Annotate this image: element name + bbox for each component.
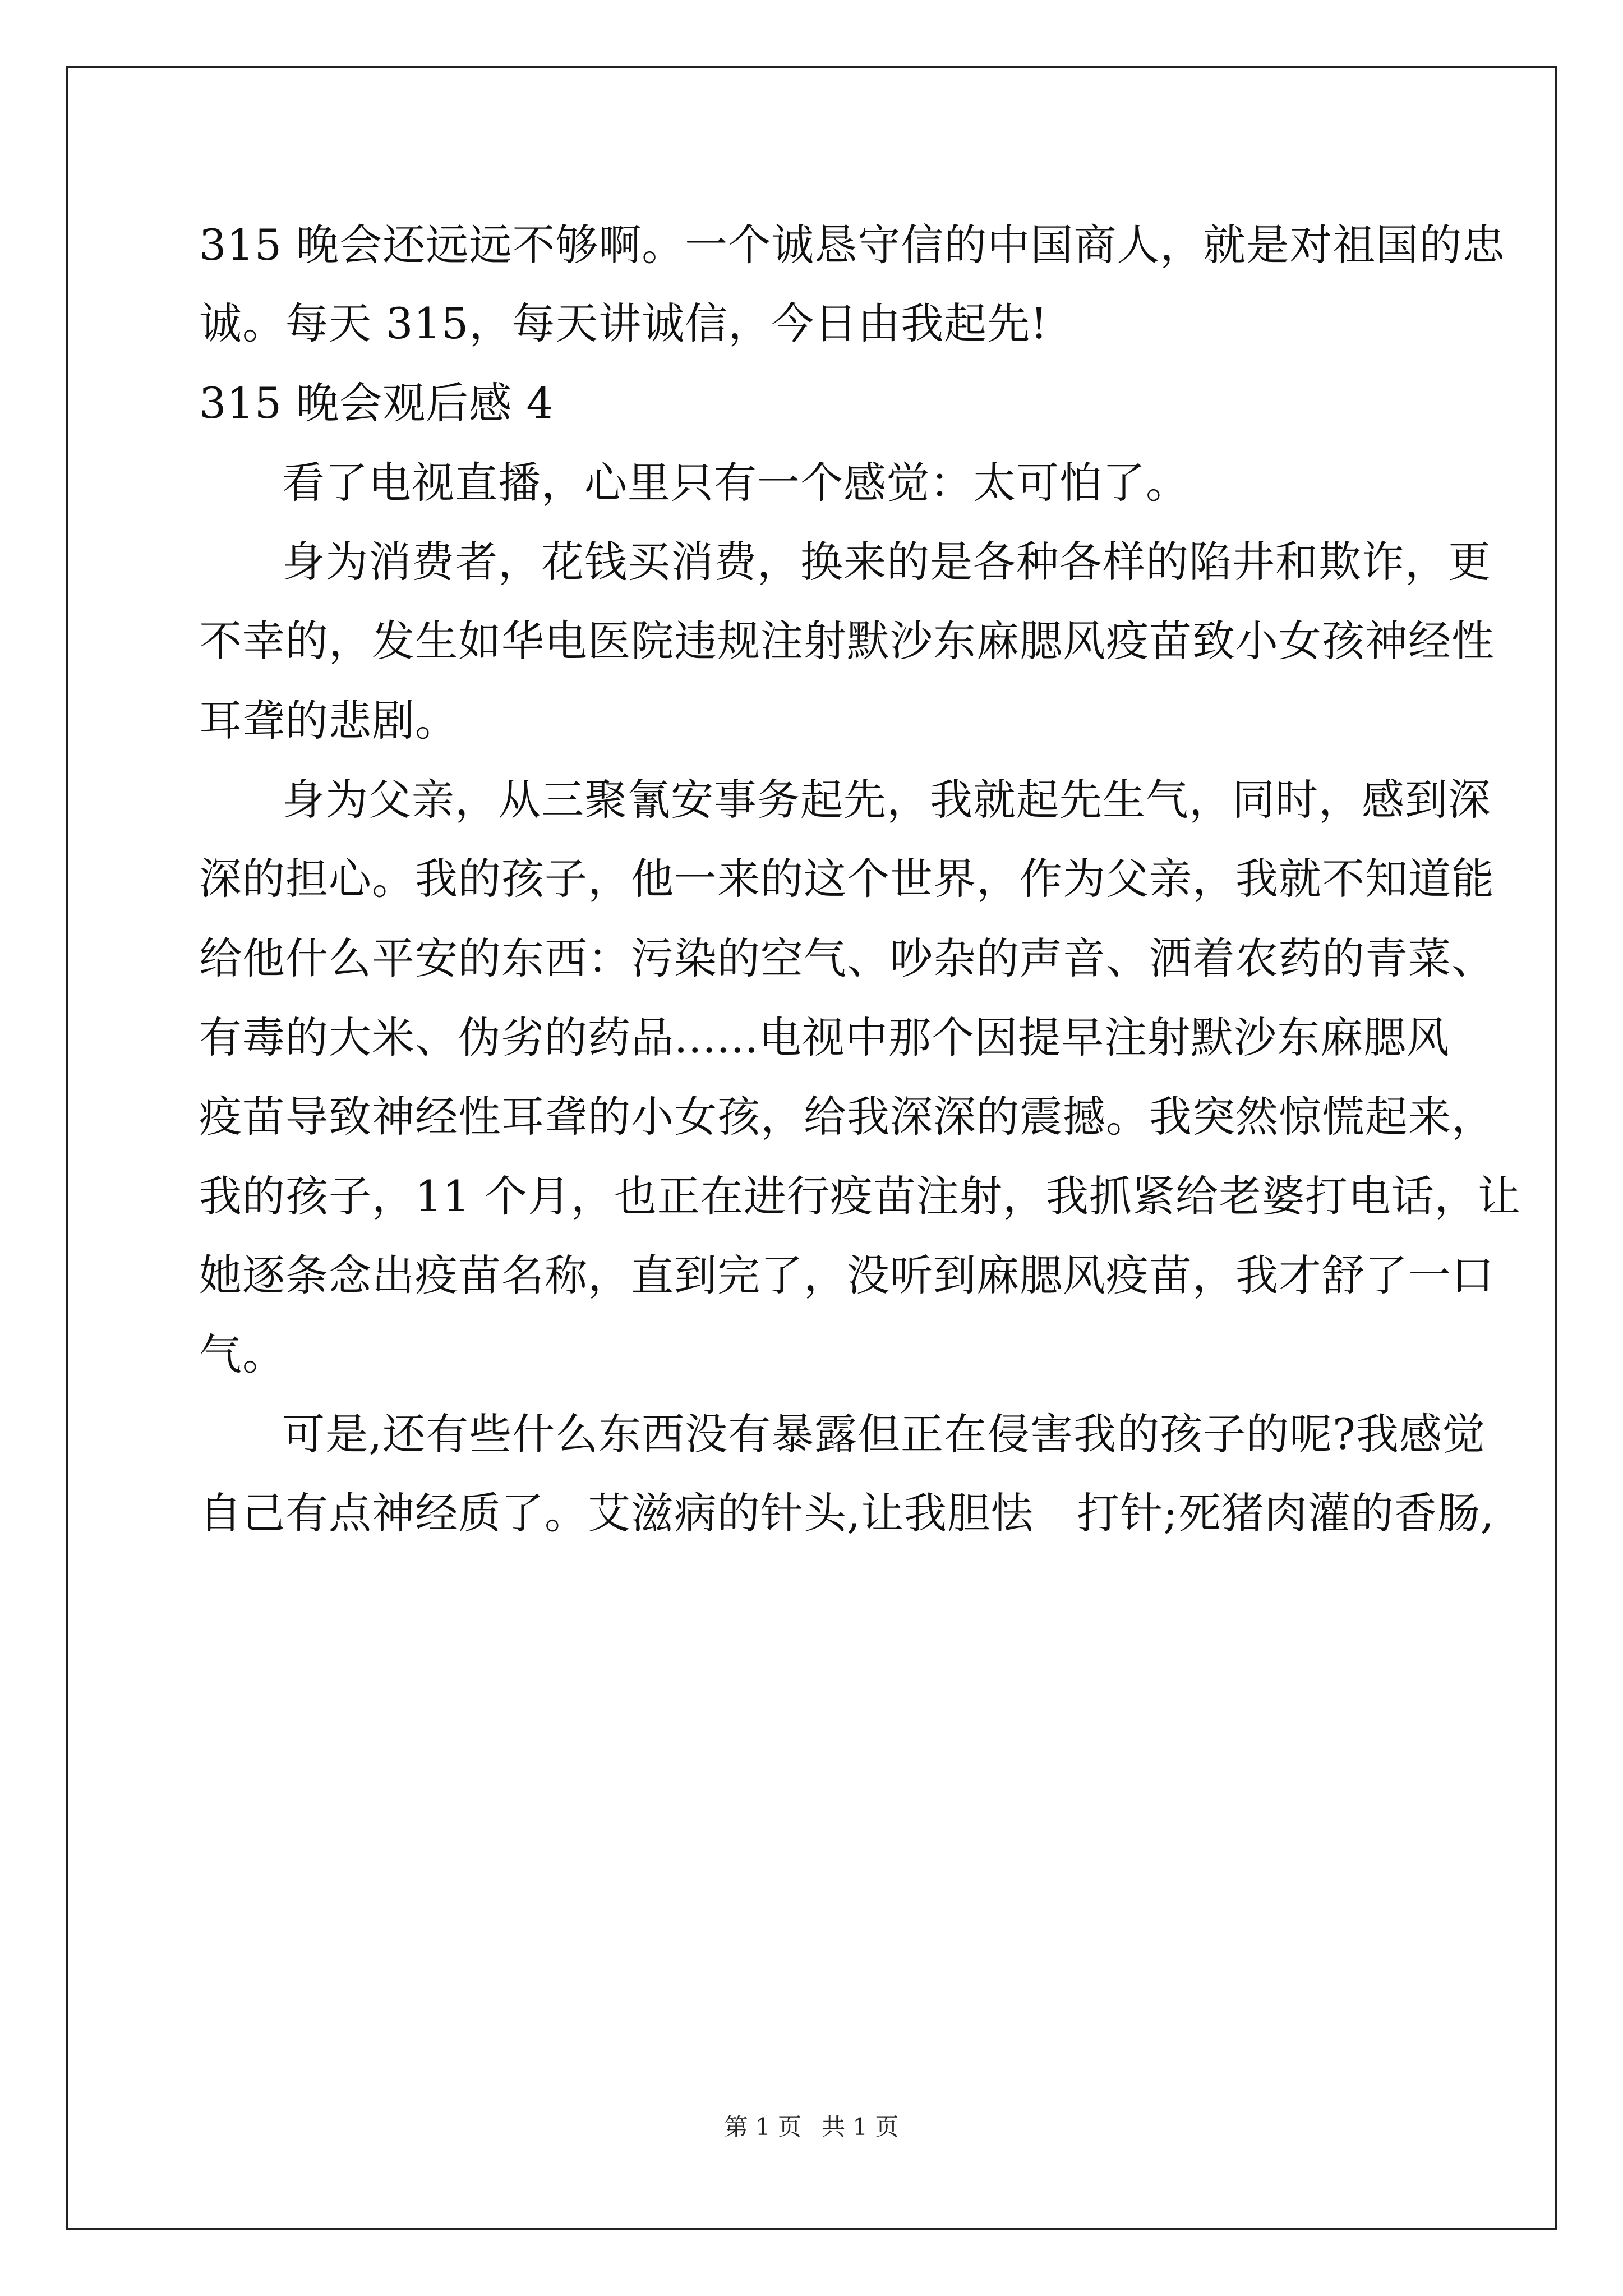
page-number-total: 共 1 页 [822, 2113, 899, 2141]
paragraph-line: 315 晚会还远远不够啊。一个诚恳守信的中国商人，就是对祖国的忠 [199, 220, 1506, 270]
paragraph-line: 诚。每天 315，每天讲诚信，今日由我起先! [199, 298, 1048, 348]
page-number-current: 第 1 页 [724, 2113, 801, 2141]
paragraph-line: 可是,还有些什么东西没有暴露但正在侵害我的孩子的呢?我感觉 [282, 1409, 1486, 1459]
paragraph-line: 给他什么平安的东西：污染的空气、吵杂的声音、洒着农药的青菜、 [199, 933, 1495, 983]
paragraph-line: 身为消费者，花钱买消费，换来的是各种各样的陷井和欺诈，更 [282, 537, 1491, 587]
paragraph-line: 疫苗导致神经性耳聋的小女孩，给我深深的震撼。我突然惊慌起来， [199, 1092, 1495, 1142]
paragraph-line: 自己有点神经质了。艾滋病的针头,让我胆怯 打针;死猪肉灌的香肠, [199, 1488, 1495, 1538]
paragraph-line: 身为父亲，从三聚氰安事务起先，我就起先生气，同时，感到深 [282, 775, 1491, 825]
section-heading: 315 晚会观后感 4 [199, 378, 554, 428]
paragraph-line: 看了电视直播，心里只有一个感觉：太可怕了。 [282, 458, 1189, 508]
paragraph-line: 不幸的，发生如华电医院违规注射默沙东麻腮风疫苗致小女孩神经性 [199, 616, 1495, 666]
paragraph-line: 有毒的大米、伪劣的药品......电视中那个因提早注射默沙东麻腮风 [199, 1013, 1450, 1062]
paragraph-line: 深的担心。我的孩子，他一来的这个世界，作为父亲，我就不知道能 [199, 854, 1495, 904]
paragraph-line: 耳聋的悲剧。 [199, 696, 458, 746]
paragraph-line: 她逐条念出疫苗名称，直到完了，没听到麻腮风疫苗，我才舒了一口 [199, 1250, 1495, 1300]
paragraph-line: 气。 [199, 1329, 285, 1379]
paragraph-line: 我的孩子，11 个月，也正在进行疫苗注射，我抓紧给老婆打电话，让 [199, 1171, 1521, 1221]
page-footer [0, 2110, 1623, 2144]
